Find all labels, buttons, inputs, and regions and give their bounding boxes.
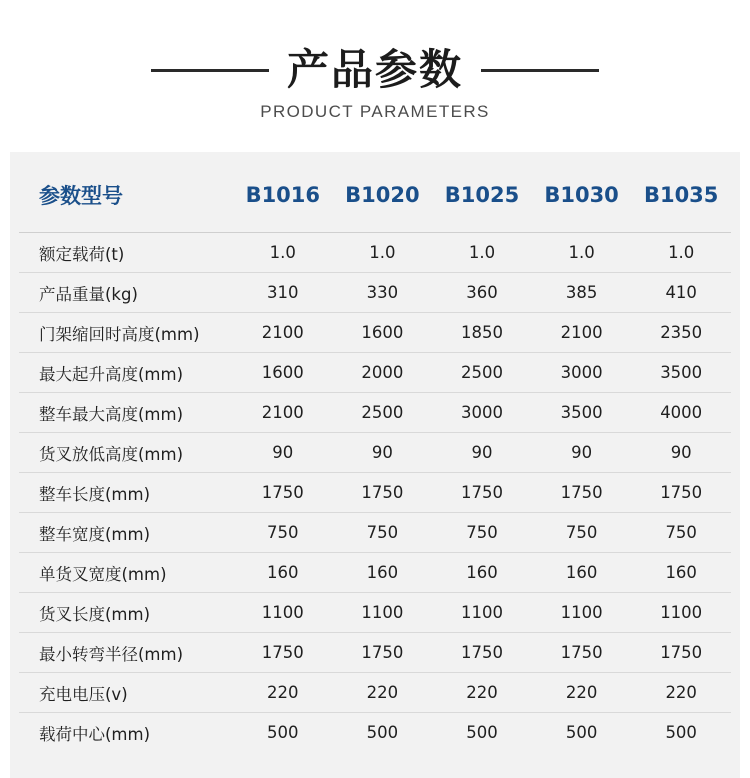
table-body — [19, 233, 731, 753]
cell-value: 1750 — [532, 633, 632, 673]
row-label: 额定载荷(t) — [19, 233, 233, 273]
cell-value: 1750 — [532, 473, 632, 513]
cell-value: 1100 — [532, 593, 632, 633]
row-label: 充电电压(v) — [19, 673, 233, 713]
cell-value: 385 — [532, 273, 632, 313]
cell-value: 1.0 — [233, 233, 333, 273]
cell-value: 1750 — [333, 473, 433, 513]
cell-value: 2000 — [333, 353, 433, 393]
cell-value: 90 — [631, 433, 731, 473]
cell-value: 750 — [631, 513, 731, 553]
cell-value: 1100 — [233, 593, 333, 633]
cell-value: 1600 — [333, 313, 433, 353]
cell-value: 1750 — [432, 633, 532, 673]
cell-value: 90 — [432, 433, 532, 473]
table-row — [19, 713, 731, 753]
row-label: 门架缩回时高度(mm) — [19, 313, 233, 353]
cell-value: 1750 — [432, 473, 532, 513]
cell-value: 2100 — [233, 393, 333, 433]
column-header-b1035: B1035 — [631, 152, 731, 233]
table-row — [19, 633, 731, 673]
row-label: 货叉长度(mm) — [19, 593, 233, 633]
row-label: 货叉放低高度(mm) — [19, 433, 233, 473]
table-row — [19, 233, 731, 273]
table-row — [19, 473, 731, 513]
row-label: 最大起升高度(mm) — [19, 353, 233, 393]
cell-value: 1.0 — [532, 233, 632, 273]
column-header-b1020: B1020 — [333, 152, 433, 233]
cell-value: 160 — [532, 553, 632, 593]
cell-value: 4000 — [631, 393, 731, 433]
cell-value: 2100 — [532, 313, 632, 353]
page-subtitle: PRODUCT PARAMETERS — [260, 102, 490, 122]
table-row — [19, 313, 731, 353]
table-row — [19, 553, 731, 593]
cell-value: 3000 — [432, 393, 532, 433]
parameters-table-container — [10, 152, 740, 778]
parameters-table — [19, 152, 731, 752]
cell-value: 2350 — [631, 313, 731, 353]
row-label: 载荷中心(mm) — [19, 713, 233, 753]
cell-value: 1.0 — [631, 233, 731, 273]
cell-value: 3500 — [631, 353, 731, 393]
cell-value: 750 — [233, 513, 333, 553]
cell-value: 160 — [333, 553, 433, 593]
row-label: 整车宽度(mm) — [19, 513, 233, 553]
cell-value: 160 — [432, 553, 532, 593]
row-label: 整车长度(mm) — [19, 473, 233, 513]
cell-value: 500 — [432, 713, 532, 753]
cell-value: 410 — [631, 273, 731, 313]
table-row — [19, 353, 731, 393]
table-row — [19, 593, 731, 633]
cell-value: 310 — [233, 273, 333, 313]
cell-value: 1.0 — [333, 233, 433, 273]
title-row — [0, 45, 750, 94]
cell-value: 2100 — [233, 313, 333, 353]
table-row — [19, 393, 731, 433]
cell-value: 1850 — [432, 313, 532, 353]
table-row — [19, 673, 731, 713]
cell-value: 500 — [532, 713, 632, 753]
cell-value: 750 — [432, 513, 532, 553]
cell-value: 220 — [631, 673, 731, 713]
row-label: 整车最大高度(mm) — [19, 393, 233, 433]
cell-value: 220 — [333, 673, 433, 713]
cell-value: 3000 — [532, 353, 632, 393]
cell-value: 330 — [333, 273, 433, 313]
table-row — [19, 273, 731, 313]
cell-value: 1750 — [333, 633, 433, 673]
cell-value: 160 — [631, 553, 731, 593]
table-header — [19, 152, 731, 233]
page-title: 产品参数 — [286, 45, 463, 94]
cell-value: 1750 — [631, 633, 731, 673]
cell-value: 2500 — [333, 393, 433, 433]
cell-value: 90 — [233, 433, 333, 473]
cell-value: 3500 — [532, 393, 632, 433]
cell-value: 1.0 — [432, 233, 532, 273]
column-header-label: 参数型号 — [19, 152, 233, 233]
title-rule-right — [481, 69, 599, 72]
title-rule-left — [151, 69, 269, 72]
cell-value: 2500 — [432, 353, 532, 393]
cell-value: 500 — [233, 713, 333, 753]
cell-value: 220 — [532, 673, 632, 713]
row-label: 产品重量(kg) — [19, 273, 233, 313]
table-row — [19, 513, 731, 553]
cell-value: 1750 — [233, 633, 333, 673]
column-header-b1025: B1025 — [432, 152, 532, 233]
cell-value: 1750 — [631, 473, 731, 513]
row-label: 最小转弯半径(mm) — [19, 633, 233, 673]
cell-value: 500 — [333, 713, 433, 753]
cell-value: 750 — [532, 513, 632, 553]
cell-value: 1750 — [233, 473, 333, 513]
column-header-b1030: B1030 — [532, 152, 632, 233]
cell-value: 90 — [333, 433, 433, 473]
cell-value: 1100 — [333, 593, 433, 633]
cell-value: 1100 — [631, 593, 731, 633]
cell-value: 360 — [432, 273, 532, 313]
column-header-b1016: B1016 — [233, 152, 333, 233]
row-label: 单货叉宽度(mm) — [19, 553, 233, 593]
cell-value: 1100 — [432, 593, 532, 633]
page-header — [0, 0, 750, 122]
cell-value: 220 — [432, 673, 532, 713]
table-row — [19, 433, 731, 473]
table-header-row — [19, 152, 731, 233]
cell-value: 1600 — [233, 353, 333, 393]
cell-value: 220 — [233, 673, 333, 713]
cell-value: 160 — [233, 553, 333, 593]
cell-value: 750 — [333, 513, 433, 553]
cell-value: 90 — [532, 433, 632, 473]
cell-value: 500 — [631, 713, 731, 753]
